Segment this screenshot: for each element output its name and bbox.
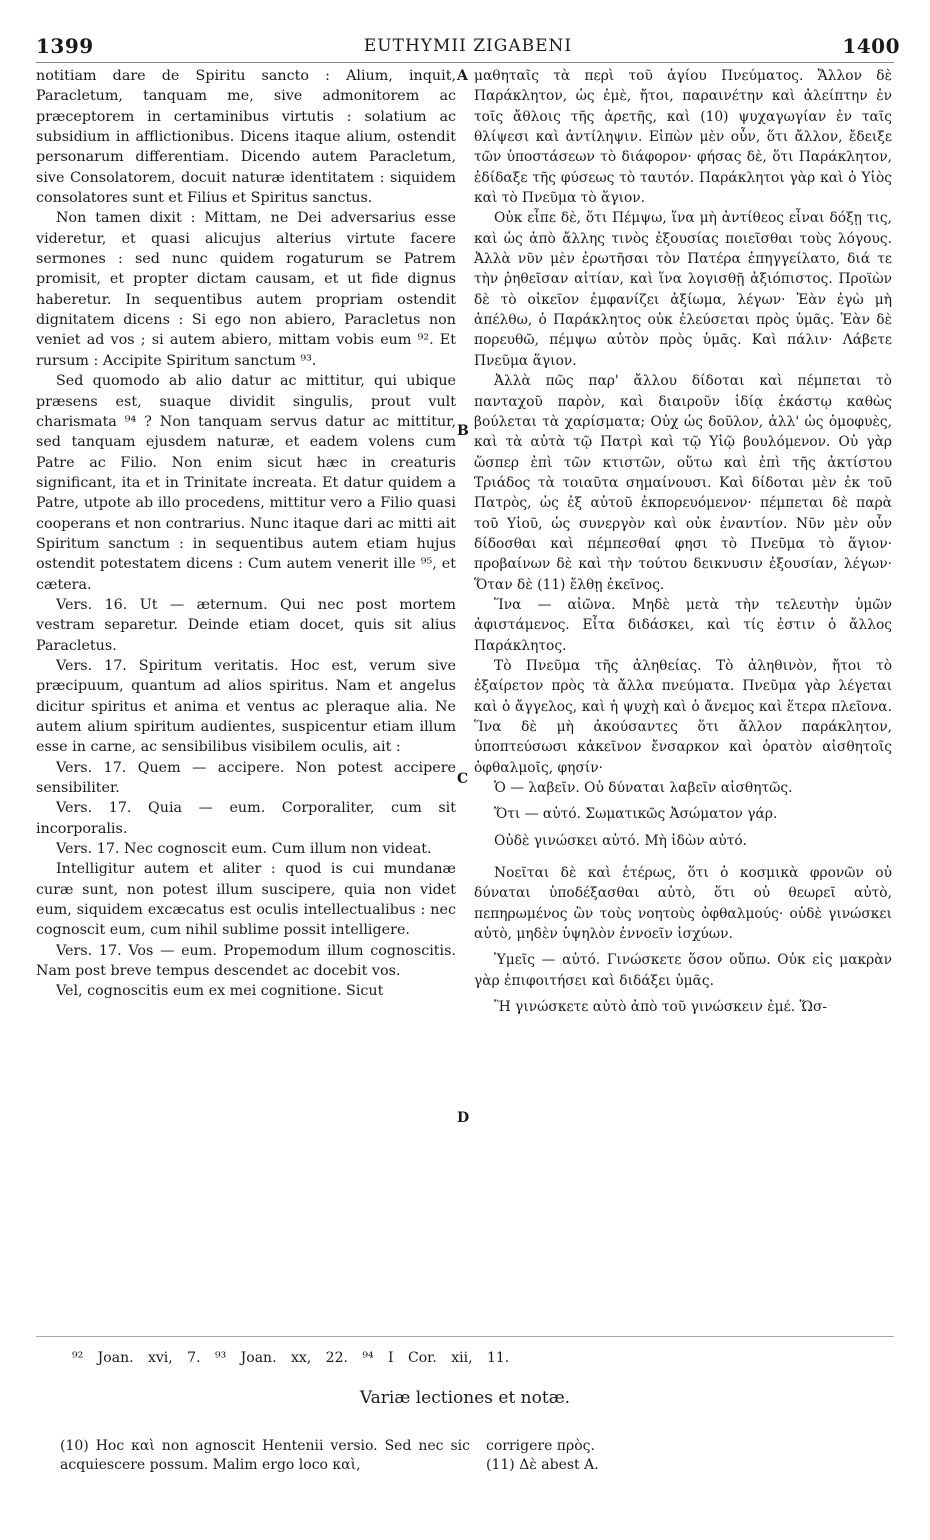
latin-paragraph: Vers. 17. Vos — eum. Propemodum illum cognoscitis. Nam post breve tempus descendet ac docebit vos. — [36, 942, 456, 980]
latin-paragraph: Vel, cognoscitis eum ex mei cognitione. Sicut — [56, 983, 384, 1000]
note-10: (10) Hoc καὶ non agnoscit Hentenii versio. Sed nec sic acquiescere possum. Malim ergo loco καὶ, — [60, 1438, 470, 1473]
latin-paragraph: Vers. 17. Spiritum veritatis. Hoc est, verum sive præcipuum, quantum ad alios spiritus. Nam et angelus dicitur spiritus et anima et ventus ac pleraque alia. Ne autem alium spiritum audientes, suspicentur etiam illum esse in carne, ac sensibilibus visibilem oculis, ait : — [36, 657, 456, 756]
left-page-number: 1399 — [36, 34, 94, 58]
section-marker-d: D — [457, 1110, 470, 1126]
running-title: EUTHYMII ZIGABENI — [363, 36, 573, 56]
latin-paragraph: Non tamen dixit : Mittam, ne Dei adversarius esse videretur, et quasi alicujus alterius virtute facere sermones : sed nunc quidem rogaturum se Patrem promisit, et propter dictam causam, et ut fide dignus haberetur. In sequentibus autem propriam ostendit dignitatem dicens : Si ego non abiero, Paracletus non veniet ad vos ; si autem abiero, mittam vobis eum ⁹². Et rursum : Accipite Spiritum sanctum ⁹³. — [36, 210, 456, 369]
right-page-number: 1400 — [842, 34, 900, 58]
latin-paragraph: Sed quomodo ab alio datur ac mittitur, qui ubique præsens est, suaque dividit singulis, prout vult charismata ⁹⁴ ? Non tanquam servus datur ac mittitur, sed tanquam ejusdem naturæ, et eadem volens cum Patre ac Filio. Non enim sicut hæc in creaturis significant, ita et in Trinitate increata. Et datur quidem a Patre, utpote ab illo procedens, mittitur vero a Filio quasi cooperans et non contrarius. Nunc itaque dari ac mitti ait Spiritum sanctum : in sequentibus autem etiam hujus ostendit potestatem dicens : Cum autem venerit ille ⁹⁵, et cætera. — [36, 373, 456, 593]
latin-paragraph: Intelligitur autem et aliter : quod is cui mundanæ curæ sunt, non potest illum suscipere, quia non videt eum, siquidem excæcatus est oculis intellectualibus : nec cognoscit eum, cum nihil sublime possit intelligere. — [36, 861, 456, 939]
section-marker-c: C — [457, 771, 469, 787]
latin-column — [36, 66, 456, 1002]
footnote-rule — [36, 1336, 894, 1337]
page-header — [36, 34, 900, 64]
greek-paragraph: Ὑμεῖς — αὐτό. Γινώσκετε ὅσον οὔπω. Οὐκ εἰς μακρὰν γὰρ ἐπιφοιτήσει καὶ διδάξει ὑμᾶς. — [474, 952, 892, 989]
greek-paragraph: Νοεῖται δὲ καὶ ἑτέρως, ὅτι ὁ κοσμικὰ φρονῶν οὐ δύναται ὑποδέξασθαι αὐτὸ, ὅτι οὐ θεωρεῖ αὐτὸ, πεπηρωμένος ὢν τοὺς νοητοὺς ὀφθαλμούς· οὐδὲ γινώσκει αὐτὸ, μηδὲν ὑψηλὸν ἐννοεῖν ἰσχύων. — [474, 865, 892, 943]
note-10-continued: corrigere πρὸς. — [486, 1438, 595, 1454]
section-marker-a: A — [457, 68, 468, 84]
header-rule — [36, 62, 894, 63]
greek-paragraph: Ὅτι — αὐτό. Σωματικῶς Ἀσώματον γάρ. — [494, 806, 778, 823]
section-marker-b: B — [457, 423, 469, 439]
footnote-93: ⁹³ Joan. xx, 22. — [214, 1350, 348, 1366]
latin-paragraph: notitiam dare de Spiritu sancto : Alium, inquit, Paracletum, tanquam me, sive admonitorem ac præceptorem in certaminibus virtutis : solatium ac subsidium in afflictionibus. Dicens itaque alium, ostendit personarum differentiam. Dicendo autem Paracletum, sive Consolatorem, docuit naturæ identitatem : siquidem consolatores sunt et Filius et Spiritus sanctus. — [36, 68, 456, 207]
latin-paragraph: Vers. 16. Ut — æternum. Qui nec post mortem vestram separetur. Deinde etiam docet, quis sit alius Paracletus. — [36, 596, 456, 654]
variae-lectiones-heading: Variæ lectiones et notæ. — [359, 1388, 571, 1408]
greek-paragraph: Οὐκ εἶπε δὲ, ὅτι Πέμψω, ἵνα μὴ ἀντίθεος εἶναι δόξῃ τις, καὶ ὡς ἀπὸ ἄλλης τινὸς ἐξουσίας ποιεῖσθαι τοὺς λόγους. Ἀλλὰ νῦν μὲν ἐρωτῆσαι τὸν Πατέρα ἐπηγγείλατο, διά τε τὴν ῥηθεῖσαν αἰτίαν, καὶ ἵνα λογισθῇ ἀξιόπιστος. Προϊὼν δὲ τὸ οἰκεῖον ἐμφανίζει ἀξίωμα, λέγων· Ἐὰν ἐγὼ μὴ ἀπέλθω, ὁ Παράκλητος οὐκ ἐλεύσεται πρὸς ὑμᾶς. Ἐὰν δὲ πορευθῶ, πέμψω αὐτὸν πρὸς ὑμᾶς. Καὶ πάλιν· Λάβετε Πνεῦμα ἅγιον. — [474, 210, 892, 369]
footnote-92: ⁹² Joan. xvi, 7. — [72, 1350, 201, 1366]
footnote-94: ⁹⁴ I Cor. xii, 11. — [362, 1350, 510, 1366]
greek-paragraph: Ὁ — λαβεῖν. Οὐ δύναται λαβεῖν αἰσθητῶς. — [494, 780, 793, 797]
scripture-footnotes — [72, 1350, 509, 1366]
note-11: (11) Δὲ abest A. — [486, 1457, 599, 1473]
greek-paragraph: Τὸ Πνεῦμα τῆς ἀληθείας. Τὸ ἀληθινὸν, ἤτοι τὸ ἐξαίρετον πρὸς τὰ ἄλλα πνεύματα. Πνεῦμα γὰρ λέγεται καὶ ὁ ἄγγελος, καὶ ἡ ψυχὴ καὶ ὁ ἄνεμος καὶ ἕτερα πλεῖονα. Ἵνα δὲ μὴ ἀκούσαντες ὅτι ἄλλον παράκλητον, ὑποπτεύσωσι κἀκεῖνον ἔνσαρκον καὶ ὁρατὸν αἰσθητοῖς ὀφθαλμοῖς, φησίν· — [474, 657, 892, 776]
latin-paragraph: Vers. 17. Quem — accipere. Non potest accipere sensibiliter. — [36, 759, 456, 797]
greek-paragraph: Οὐδὲ γινώσκει αὐτό. Μὴ ἰδὼν αὐτό. — [494, 832, 748, 849]
greek-paragraph: Ἢ γινώσκετε αὐτὸ ἀπὸ τοῦ γινώσκειν ἐμέ. Ὥσ- — [494, 999, 828, 1016]
greek-column — [474, 66, 892, 1017]
greek-paragraph: μαθηταῖς τὰ περὶ τοῦ ἁγίου Πνεύματος. Ἄλλον δὲ Παράκλητον, ὡς ἐμὲ, ἤτοι, παραινέτην καὶ ἀλείπτην ἐν τοῖς ἄθλοις τῆς ἀρετῆς, καὶ (10) ψυχαγωγίαν ἐν ταῖς θλίψεσι καὶ ἀντίληψιν. Εἰπὼν μὲν οὖν, ὅτι ἄλλον, ἔδειξε τῶν ὑποστάσεων τὸ διάφορον· φήσας δὲ, ὅτι Παράκλητον, ἐδίδαξε τῆς φύσεως τὸ ταυτόν. Παράκλητοι γὰρ καὶ ὁ Υἱὸς καὶ τὸ Πνεῦμα τὸ ἅγιον. — [474, 68, 892, 207]
latin-paragraph: Vers. 17. Quia — eum. Corporaliter, cum sit incorporalis. — [36, 800, 456, 837]
note-right — [486, 1437, 906, 1475]
greek-paragraph: Ἀλλὰ πῶς παρ' ἄλλου δίδοται καὶ πέμπεται τὸ πανταχοῦ παρὸν, καὶ διαιροῦν ἰδίᾳ ἑκάστῳ καθὼς βούλεται τὰ χαρίσματα; Οὐχ ὡς δοῦλον, ἀλλ' ὡς ὁμοφυὲς, καὶ τὰ αὐτὰ τῷ Πατρὶ καὶ τῷ Υἱῷ βουλόμενον. Οὐ γὰρ ὥσπερ ἐπὶ τῶν κτιστῶν, οὕτω καὶ ἐπὶ τῆς ἀκτίστου Τριάδος τὰ τοιαῦτα σημαίνουσι. Καὶ δίδοται μὲν ἐκ τοῦ Πατρὸς, ὡς ἐξ αὐτοῦ ἐκπορευόμενον· πέμπεται δὲ παρὰ τοῦ Υἱοῦ, ὡς συνεργὸν καὶ οὐκ ἐναντίον. Νῦν μὲν οὖν δίδοσθαι καὶ πέμπεσθαί φησι τὸ Πνεῦμα τὸ ἅγιον· προβαίνων δὲ καὶ τὴν τούτου δεικνυσιν ἐξουσίαν, λέγων· Ὅταν δὲ (11) ἔλθῃ ἐκεῖνος. — [474, 373, 892, 593]
latin-paragraph: Vers. 17. Nec cognoscit eum. Cum illum non videat. — [56, 841, 432, 858]
greek-paragraph: Ἵνα — αἰῶνα. Μηδὲ μετὰ τὴν τελευτὴν ὑμῶν ἀφιστάμενος. Εἶτα διδάσκει, καὶ τίς ἐστιν ὁ ἄλλος Παράκλητος. — [474, 596, 892, 654]
